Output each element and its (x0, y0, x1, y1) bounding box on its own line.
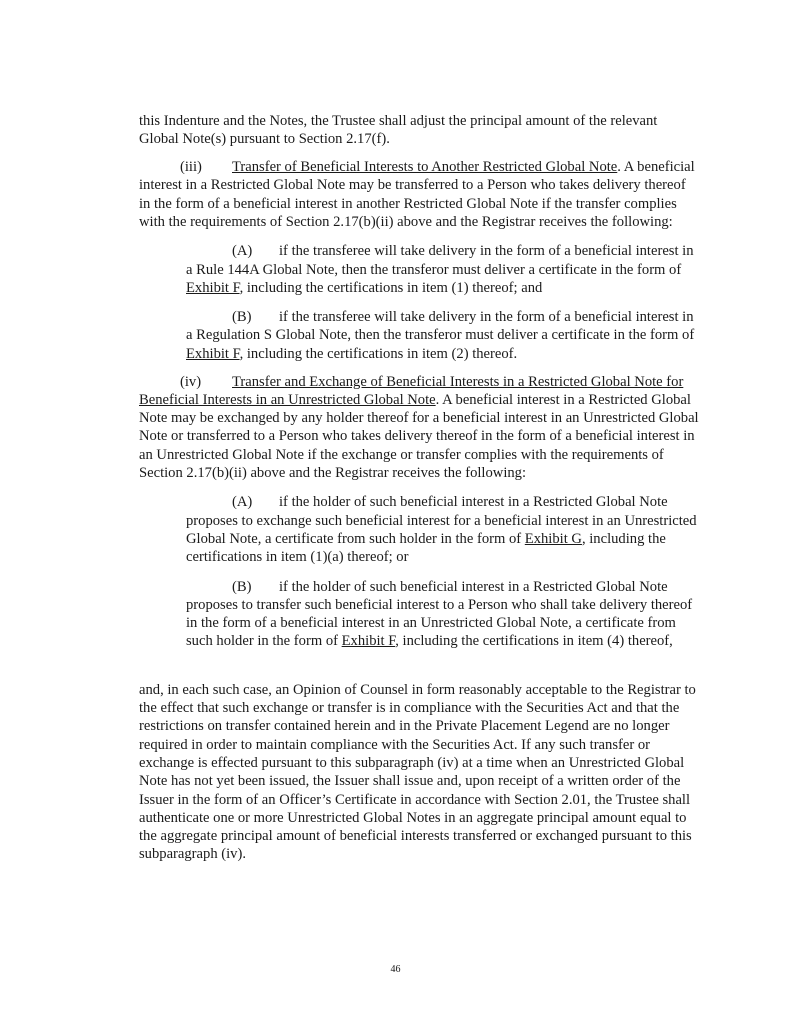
clause-iv-a (186, 493, 699, 566)
exhibit-f-link[interactable]: Exhibit F (186, 345, 240, 362)
clause-iv-b-text: if the holder of such beneficial interest in a Restricted Global Note proposes to transfer such beneficial interest to a Person who shall take delivery thereof in the form of a beneficial interest in an Unrestricted Global Note, a certificate from such holder in the form of (186, 578, 693, 650)
clause-iii-a-tail: , including the certifications in item (1) thereof; and (239, 279, 543, 296)
exhibit-f-link[interactable]: Exhibit F (186, 279, 240, 296)
document-body (139, 112, 699, 864)
clause-iii-b-label: (B) (232, 309, 252, 326)
clause-iii-a (186, 242, 699, 297)
clause-iv-b-label: (B) (232, 578, 252, 595)
paragraph-iv-text: A beneficial interest in a Restricted Global Note may be exchanged by any holder thereof for a beneficial interest in an Unrestricted Global Note or transferred to a Person who takes delivery thereof in the form of a beneficial interest in an Unrestricted Global Note if the exchange or transfer complies with the requirements of Section 2.17(b)(ii) above and the Registrar receives the following: (139, 391, 699, 482)
paragraph-iv-separator: . (435, 391, 443, 408)
clause-iv-b-tail: , including the certifications in item (4) thereof, (395, 633, 673, 650)
clause-iv-a-text: if the holder of such beneficial interest in a Restricted Global Note proposes to exchange such beneficial interest for a beneficial interest in an Unrestricted Global Note, a certificate from such holder in the form of (186, 494, 697, 547)
closing-paragraph: and, in each such case, an Opinion of Counsel in form reasonably acceptable to the Registrar to the effect that such exchange or transfer is in compliance with the Securities Act and that the restrictions on transfer contained herein and in the Private Placement Legend are no longer required in order to maintain compliance with the Securities Act. If any such transfer or exchange is effected pursuant to this subparagraph (iv) at a time when an Unrestricted Global Note has not yet been issued, the Issuer shall issue and, upon receipt of a written order of the Issuer in the form of an Officer’s Certificate in accordance with Section 2.01, the Trustee shall authenticate one or more Unrestricted Global Notes in an aggregate principal amount equal to the aggregate principal amount of beneficial interests transferred or exchanged pursuant to this subparagraph (iv). (139, 681, 696, 863)
paragraph-iii-heading: Transfer of Beneficial Interests to Another Restricted Global Note (232, 159, 618, 176)
clause-iv-a-tail: , including the certifications in item (1)(a) thereof; or (186, 530, 666, 566)
paragraph-iii-text: A beneficial interest in a Restricted Global Note may be transferred to a Person who takes delivery thereof in the form of a beneficial interest in another Restricted Global Note if the transfer complies with the requirements of Section 2.17(b)(ii) above and the Registrar receives the following: (139, 159, 695, 230)
clause-iii-b-text: if the transferee will take delivery in the form of a beneficial interest in a Regulation S Global Note, then the transferor must deliver a certificate in the form of (186, 309, 695, 344)
paragraph-iii (139, 158, 699, 231)
clause-iv-a-label: (A) (232, 494, 253, 511)
clause-iv-b (186, 578, 699, 651)
paragraph-iv-heading: Transfer and Exchange of Beneficial Interests in a Restricted Global Note for Beneficial Interests in an Unrestricted Global Note (139, 373, 684, 408)
paragraph-iii-separator: . (617, 159, 624, 176)
clause-iii-b-tail: , including the certifications in item (2) thereof. (239, 345, 518, 362)
clause-iii-a-text: if the transferee will take delivery in the form of a beneficial interest in a Rule 144A Global Note, then the transferor must deliver a certificate in the form of (186, 243, 694, 278)
paragraph-iv (139, 373, 699, 483)
paragraph-iii-label: (iii) (180, 159, 202, 176)
page-number: 46 (390, 964, 401, 975)
intro-paragraph: this Indenture and the Notes, the Trustee shall adjust the principal amount of the relevant Global Note(s) pursuant to Section 2.17(f). (139, 113, 658, 148)
exhibit-g-link[interactable]: Exhibit G (524, 530, 582, 547)
clause-iii-a-label: (A) (232, 243, 253, 260)
exhibit-f-link[interactable]: Exhibit F (341, 633, 396, 650)
paragraph-iv-label: (iv) (180, 373, 202, 390)
clause-iii-b (186, 308, 699, 363)
